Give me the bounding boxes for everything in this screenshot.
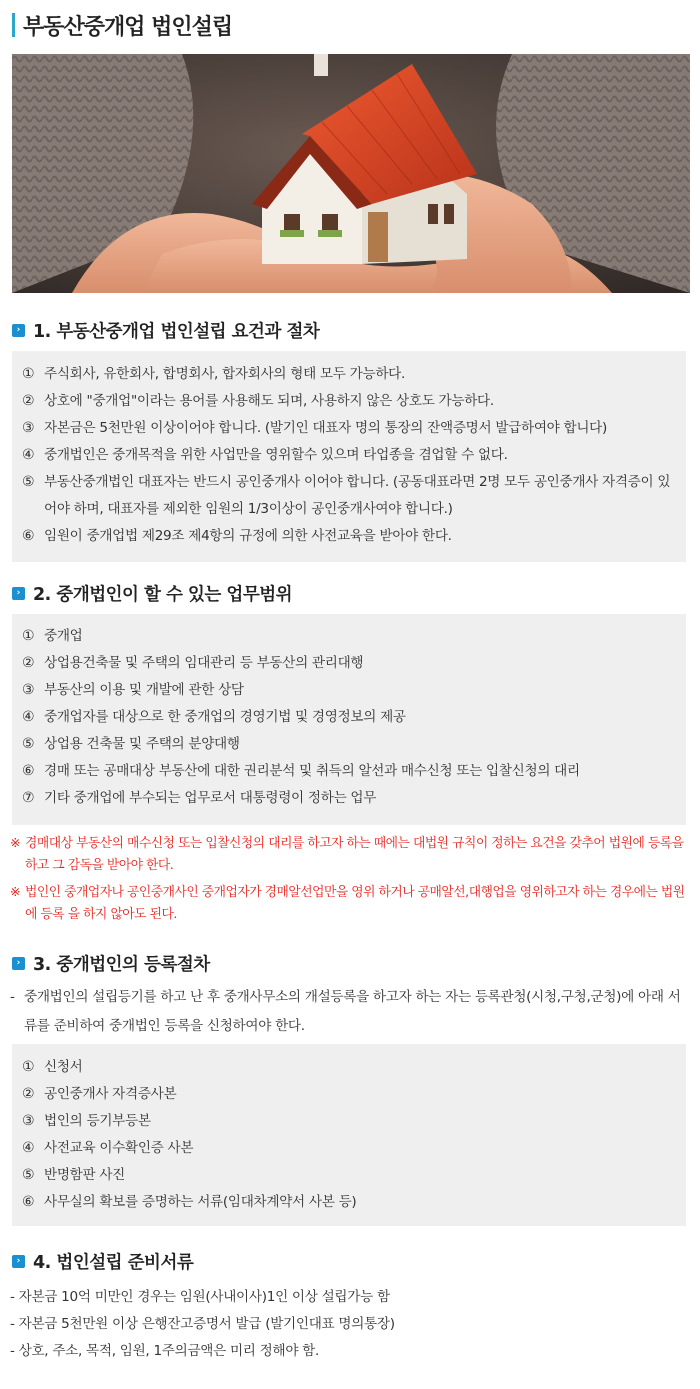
section-2-heading [12,580,292,606]
item-text: 신청서 [44,1059,83,1075]
house-in-hands-photo [12,54,690,293]
page-header [12,10,232,40]
item-number: ② [22,655,35,671]
item-text: 부동산중개법인 대표자는 반드시 공인중개사 이어야 합니다. (공동대표라면 2명 모두 공인중개사 자격증이 있어야 하며, 대표자를 제외한 임원의 1/3이상이 공인중개사여야 합니다.) [44,474,671,517]
list-item [22,361,676,388]
item-number: ② [22,1086,35,1102]
item-text: 중개업자를 대상으로 한 중개업의 경영기법 및 경영정보의 제공 [44,709,406,725]
list-item [22,1189,676,1216]
list-item [22,523,676,550]
list-item [22,442,676,469]
intro-dash: - [10,989,15,1005]
item-text: 사무실의 확보를 증명하는 서류(임대차계약서 사본 등) [44,1194,357,1210]
item-number: ① [22,1059,35,1075]
item-number: ④ [22,1140,35,1156]
item-text: 중개법인은 중개목적을 위한 사업만을 영위할수 있으며 타업종을 겸업할 수 없다. [44,447,508,463]
section-4-heading [12,1248,193,1274]
list-item [22,623,676,650]
list-item [22,677,676,704]
title-accent-bar [12,13,15,37]
section-3-box [12,1044,686,1226]
item-number: ⑥ [22,528,35,544]
requirement-line: - 상호, 주소, 목적, 임원, 1주의금액은 미리 정해야 함. [10,1343,320,1359]
item-text: 법인의 등기부등본 [44,1113,151,1129]
chevron-right-icon: › [12,587,25,600]
requirement-line: - 자본금 5천만원 이상 은행잔고증명서 발급 (발기인대표 명의통장) [10,1316,395,1332]
item-text: 주식회사, 유한회사, 합명회사, 합자회사의 형태 모두 가능하다. [44,366,405,382]
list-item [22,469,676,523]
section-1-title: 1. 부동산중개업 법인설립 요건과 절차 [33,321,320,342]
item-text: 상업용건축물 및 주택의 임대관리 등 부동산의 관리대행 [44,655,364,671]
list-item [22,1054,676,1081]
item-number: ⑤ [22,736,35,752]
list-item [22,415,676,442]
list-item [22,731,676,758]
item-number: ② [22,393,35,409]
intro-text: 중개법인의 설립등기를 하고 난 후 중개사무소의 개설등록을 하고자 하는 자는 등록관청(시청,구청,군청)에 아래 서류를 준비하여 중개법인 등록을 신청하여야 한다. [24,989,681,1034]
warning-note [10,882,690,926]
section-2-box [12,614,686,825]
hero-image [12,54,690,293]
section-3-title: 3. 중개법인의 등록절차 [33,954,210,975]
list-item [22,1081,676,1108]
item-text: 기타 중개업에 부수되는 업무로서 대통령령이 정하는 업무 [44,790,377,806]
list-item [22,758,676,785]
item-number: ③ [22,420,35,436]
warning-note [10,833,690,877]
item-number: ③ [22,682,35,698]
item-number: ⑤ [22,474,35,490]
requirement-line: - 자본금 10억 미만인 경우는 임원(사내이사)1인 이상 설립가능 함 [10,1289,390,1305]
note-mark: ※ [10,885,21,900]
list-item [22,704,676,731]
item-number: ④ [22,709,35,725]
chevron-right-icon: › [12,1255,25,1268]
page-title: 부동산중개업 법인설립 [23,14,233,40]
item-text: 반명함판 사진 [44,1167,126,1183]
section-3-intro [10,983,690,1041]
item-text: 경매 또는 공매대상 부동산에 대한 권리분석 및 취득의 알선과 매수신청 또는 입찰신청의 대리 [44,763,580,779]
section-3-heading [12,950,210,976]
item-number: ⑥ [22,763,35,779]
item-text: 상업용 건축물 및 주택의 분양대행 [44,736,240,752]
item-number: ① [22,628,35,644]
list-item [22,1135,676,1162]
note-mark: ※ [10,836,21,851]
list-item [22,650,676,677]
list-item [22,1108,676,1135]
item-number: ⑤ [22,1167,35,1183]
section-1-box [12,351,686,562]
item-text: 임원이 중개업법 제29조 제4항의 규정에 의한 사전교육을 받아야 한다. [44,528,452,544]
item-text: 부동산의 이용 및 개발에 관한 상담 [44,682,244,698]
chevron-right-icon: › [12,324,25,337]
note-text: 법인인 중개업자나 공인중개사인 중개업자가 경매알선업만을 영위 하거나 공매알선,대행업을 영위하고자 하는 경우에는 법원에 등록 을 하지 않아도 된다. [25,885,685,922]
item-text: 사전교육 이수확인증 사본 [44,1140,194,1156]
list-item [22,1162,676,1189]
section-4-title: 4. 법인설립 준비서류 [33,1252,194,1273]
item-number: ④ [22,447,35,463]
item-number: ⑥ [22,1194,35,1210]
item-number: ⑦ [22,790,35,806]
list-item [22,388,676,415]
section-2-title: 2. 중개법인이 할 수 있는 업무범위 [33,584,293,605]
chevron-right-icon: › [12,957,25,970]
item-number: ① [22,366,35,382]
item-text: 자본금은 5천만원 이상이어야 합니다. (발기인 대표자 명의 통장의 잔액증명서 발급하여야 합니다) [44,420,608,436]
item-text: 상호에 "중개업"이라는 용어를 사용해도 되며, 사용하지 않은 상호도 가능하다. [44,393,494,409]
list-item [22,785,676,812]
item-text: 공인중개사 자격증사본 [44,1086,177,1102]
section-1-heading [12,317,319,343]
item-number: ③ [22,1113,35,1129]
item-text: 중개업 [44,628,83,644]
note-text: 경매대상 부동산의 매수신청 또는 입찰신청의 대리를 하고자 하는 때에는 대법원 규칙이 정하는 요건을 갖추어 법원에 등록을 하고 그 감독을 받아야 한다. [25,836,684,873]
